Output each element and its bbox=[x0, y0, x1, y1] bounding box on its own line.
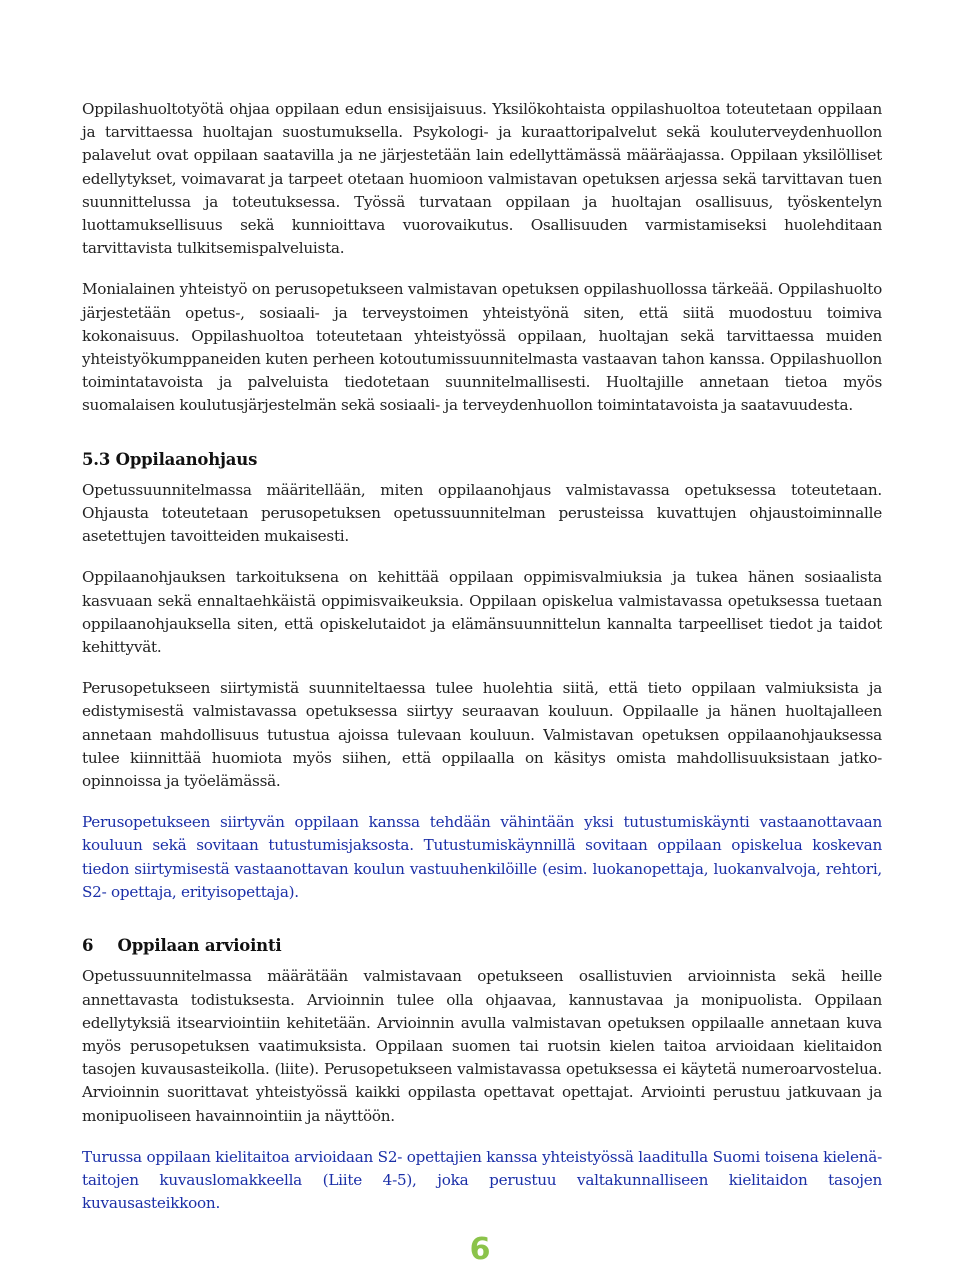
paragraph-guidance-purpose: Oppilaanohjauksen tarkoituksena on kehittää oppilaan oppimisvalmiuksia ja tukea hänen sosiaalista kasvuaan sekä ennaltaehkäistä oppimisvaikeuksia. Oppilaan opiskelua valmistavassa opetuksessa tuetaan oppilaanohjauksella siten, että opiskelutaidot ja elämänsuunnittelun kannalta tarpeelliset tiedot ja taidot kehittyvät. bbox=[82, 568, 882, 657]
section-number: 6 bbox=[82, 936, 94, 956]
paragraph-local-assessment: Turussa oppilaan kielitaitoa arvioidaan S2- opettajien kanssa yhteistyössä laaditulla Suomi toisena kielenä- taitojen kuvauslomakkeella (Liite 4-5), joka perustuu valtakunnalliseen kielitaidon tasojen kuvausasteikkoon. bbox=[82, 1147, 882, 1213]
section-title: Oppilaan arviointi bbox=[117, 936, 282, 956]
section-heading-guidance: 5.3 Oppilaanohjaus bbox=[82, 449, 258, 469]
paragraph-local-transition-visit: Perusopetukseen siirtyvän oppilaan kanssa tehdään vähintään yksi tutustumiskäynti vastaanottavaan kouluun sekä sovitaan tutustumisjaksosta. Tutustumiskäynnillä sovitaan oppilaan opiskelua koskevan tiedon siirtymisestä vastaanottavan koulun vastuuhenkilöille (esim. luokanopettaja, luokanvalvoja, rehtori, S2- opettaja, erityisopettaja). bbox=[82, 813, 882, 901]
paragraph-student-welfare-principles: Oppilashuoltotyötä ohjaa oppilaan edun ensisijaisuus. Yksilökohtaista oppilashuoltoa toteutetaan oppilaan ja tarvittaessa huoltajan suostumuksella. Psykologi- ja kuraattoripalvelut sekä kouluterveydenhuollon palavelut ovat oppilaan saatavilla ja ne järjestetään lain edellyttämässä määräajassa. Oppilaan yksilölliset edellytykset, voimavarat ja tarpeet otetaan huomioon valmistavan opetuksen arjessa sekä tarvittavan tuen suunnittelussa ja toteutuksessa. Työssä turvataan oppilaan ja huoltajan osallisuus, työskentelyn luottamuksellisuus sekä kunnioittava vuorovaikutus. Osallisuuden varmistamiseksi huolehditaan tarvittavista tulkitsemispalveluista. bbox=[82, 100, 882, 258]
paragraph-multidisciplinary-cooperation: Monialainen yhteistyö on perusopetukseen valmistavan opetuksen oppilashuollossa tärkeää. Oppilashuolto järjestetään opetus-, sosiaali- ja terveystoimen yhteistyönä siten, että siitä muodostuu toimiva kokonaisuus. Oppilashuoltoa toteutetaan yhteistyössä oppilaan, huoltajan sekä tarvittaessa muiden yhteistyökumppaneiden kuten perheen kotoutumissuunnitelmasta vastaavan tahon kanssa. Oppilashuollon toimintatavoista ja palveluista tiedotetaan suunnitelmallisesti. Huoltajille annetaan tietoa myös suomalaisen koulutusjärjestelmän sekä sosiaali- ja terveydenhuollon toimintatavoista ja saatavuudesta. bbox=[82, 280, 882, 415]
document-page bbox=[82, 98, 882, 1233]
paragraph-guidance-transition: Perusopetukseen siirtymistä suunniteltaessa tulee huolehtia siitä, että tieto oppilaan valmiuksista ja edistymisestä valmistavassa opetuksessa siirtyy seuraavan kouluun. Oppilaalle ja hänen huoltajalleen annetaan mahdollisuus tutustua ajoissa tulevaan kouluun. Valmistavan opetuksen oppilaanohjauksessa tulee kiinnittää huomiota myös siihen, että oppilaalla on käsitys omista mahdollisuuksistaan jatko-opinnoissa ja työelämässä. bbox=[82, 679, 882, 791]
paragraph-assessment: Opetussuunnitelmassa määrätään valmistavaan opetukseen osallistuvien arvioinnista sekä heille annettavasta todistuksesta. Arvioinnin tulee olla ohjaavaa, kannustavaa ja monipuolista. Oppilaan edellytyksiä itsearviointiin kehitetään. Arvioinnin avulla valmistavan opetuksen oppilaalle annetaan kuva myös perusopetuksen vaatimuksista. Oppilaan suomen tai ruotsin kielen taitoa arvioidaan kielitaidon tasojen kuvausasteikolla. (liite). Perusopetukseen valmistavassa opetuksessa ei käytetä numeroarvostelua. Arvioinnin suorittavat yhteistyössä kaikki oppilasta opettavat opettajat. Arviointi perustuu jatkuvaan ja monipuoliseen havainnointiin ja näyttöön. bbox=[82, 967, 882, 1125]
section-heading-assessment bbox=[82, 934, 882, 957]
page-number: 6 bbox=[469, 1232, 491, 1267]
paragraph-guidance-curriculum: Opetussuunnitelmassa määritellään, miten oppilaanohjaus valmistavassa opetuksessa toteutetaan. Ohjausta toteutetaan perusopetuksen opetussuunnitelman perusteissa kuvattujen ohjaustoiminnalle asetettujen tavoitteiden mukaisesti. bbox=[82, 480, 882, 546]
